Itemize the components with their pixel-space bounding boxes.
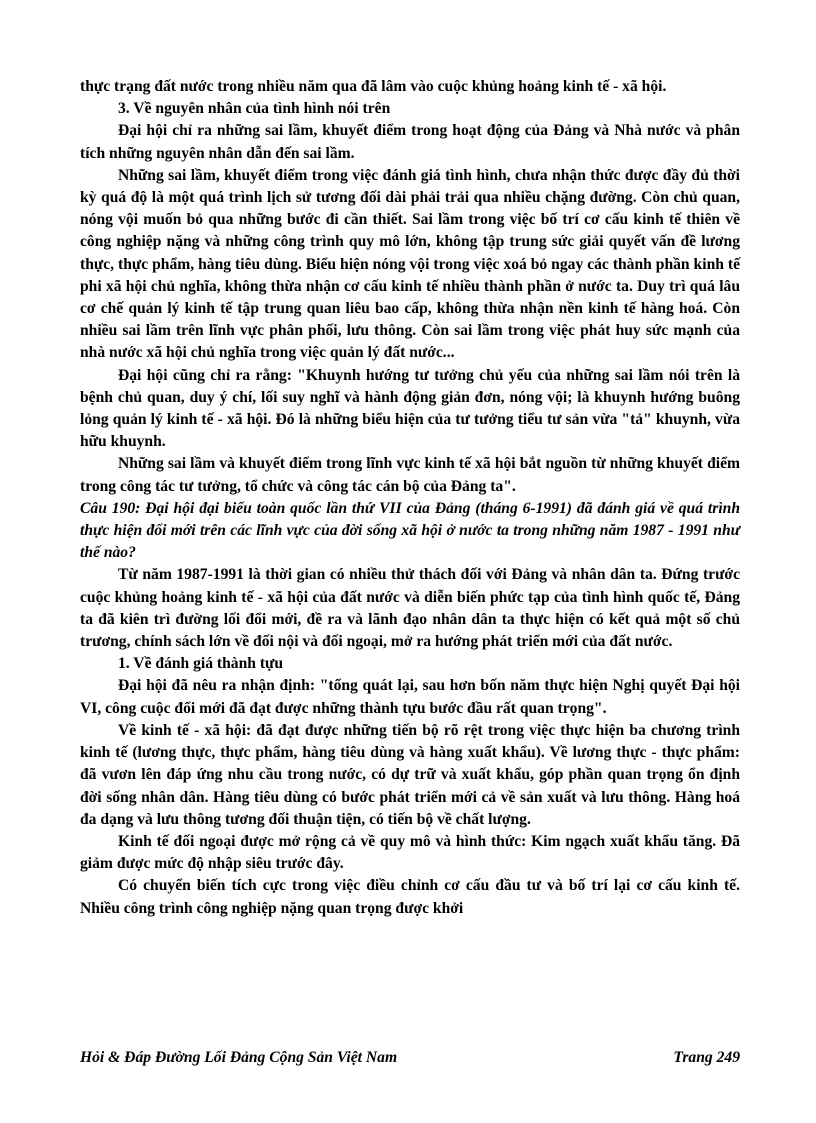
paragraph: Những sai lầm và khuyết điểm trong lĩnh vực kinh tế xã hội bắt nguồn từ những khuyết điểm trong công tác tư tưởng, tổ chức và công tác cán bộ của Đảng ta". — [80, 455, 740, 495]
section-heading: 3. Về nguyên nhân của tình hình nói trên — [118, 100, 391, 118]
footer-title: Hỏi & Đáp Đường Lối Đảng Cộng Sản Việt Nam — [80, 1049, 398, 1066]
paragraph: Có chuyển biến tích cực trong việc điều chỉnh cơ cấu đầu tư và bố trí lại cơ cấu kinh tế. Nhiều công trình công nghiệp nặng quan trọng được khởi — [80, 877, 740, 917]
question-heading: Câu 190: Đại hội đại biểu toàn quốc lần thứ VII của Đảng (tháng 6-1991) đã đánh giá về quá trình thực hiện đổi mới trên các lĩnh vực của đời sống xã hội ở nước ta trong những năm 1987 - 1991 như thế nào? — [80, 499, 740, 562]
paragraph: Đại hội cũng chỉ ra rằng: "Khuynh hướng tư tưởng chủ yếu của những sai lầm nói trên là bệnh chủ quan, duy ý chí, lối suy nghĩ và hành động giản đơn, nóng vội; là khuynh hướng buông lỏng quản lý kinh tế - xã hội. Đó là những biểu hiện của tư tưởng tiểu tư sản vừa "tả" khuynh, vừa hữu khuynh. — [80, 366, 740, 451]
paragraph: Những sai lầm, khuyết điểm trong việc đánh giá tình hình, chưa nhận thức được đầy đủ thời kỳ quá độ là một quá trình lịch sử tương đối dài phải trải qua nhiều chặng đường. Còn chủ quan, nóng vội muốn bỏ qua những bước đi cần thiết. Sai lầm trong việc bố trí cơ cấu kinh tế thiên về công nghiệp nặng và những công trình quy mô lớn, không tập trung sức giải quyết vấn đề lương thực, thực phẩm, hàng tiêu dùng. Biểu hiện nóng vội trong việc xoá bỏ ngay các thành phần kinh tế phi xã hội chủ nghĩa, không thừa nhận cơ cấu kinh tế nhiều thành phần ở nước ta. Duy trì quá lâu cơ chế quản lý kinh tế tập trung quan liêu bao cấp, không thừa nhận nền kinh tế hàng hoá. Còn nhiều sai lầm trên lĩnh vực phân phối, lưu thông. Còn sai lầm trong việc phát huy sức mạnh của nhà nước xã hội chủ nghĩa trong việc quản lý đất nước... — [80, 166, 740, 362]
section-heading: 1. Về đánh giá thành tựu — [118, 655, 284, 673]
page-number: Trang 249 — [673, 1049, 740, 1066]
paragraph: Đại hội chỉ ra những sai lầm, khuyết điểm trong hoạt động của Đảng và Nhà nước và phân tích những nguyên nhân dẫn đến sai lầm. — [80, 122, 740, 162]
paragraph: Kinh tế đối ngoại được mở rộng cả về quy mô và hình thức: Kim ngạch xuất khẩu tăng. Đã giảm được mức độ nhập siêu trước đây. — [80, 832, 740, 873]
paragraph: thực trạng đất nước trong nhiều năm qua đã lâm vào cuộc khủng hoảng kinh tế - xã hội. — [80, 78, 667, 95]
page-body — [80, 76, 740, 920]
paragraph: Về kinh tế - xã hội: đã đạt được những tiến bộ rõ rệt trong việc thực hiện ba chương trình kinh tế (lương thực, thực phẩm, hàng tiêu dùng và hàng xuất khẩu). Về lương thực - thực phẩm: đã vươn lên đáp ứng nhu cầu trong nước, có dự trữ và xuất khẩu, góp phần quan trọng ổn định đời sống nhân dân. Hàng tiêu dùng có bước phát triển mới cả về sản xuất và lưu thông. Hàng hoá đa dạng và lưu thông tương đối thuận tiện, có tiến bộ về chất lượng. — [80, 721, 740, 828]
paragraph: Đại hội đã nêu ra nhận định: "tổng quát lại, sau hơn bốn năm thực hiện Nghị quyết Đại hội VI, công cuộc đổi mới đã đạt được những thành tựu bước đầu rất quan trọng". — [80, 677, 740, 717]
paragraph: Từ năm 1987-1991 là thời gian có nhiều thử thách đối với Đảng và nhân dân ta. Đứng trước cuộc khủng hoảng kinh tế - xã hội của đất nước và diễn biến phức tạp của tình hình quốc tế, Đảng ta đã kiên trì đường lối đổi mới, đề ra và lãnh đạo nhân dân ta thực hiện có kết quả một số chủ trương, chính sách lớn về đối nội và đối ngoại, mở ra hướng phát triển mới của đất nước. — [80, 566, 740, 651]
page-footer — [80, 1049, 740, 1067]
